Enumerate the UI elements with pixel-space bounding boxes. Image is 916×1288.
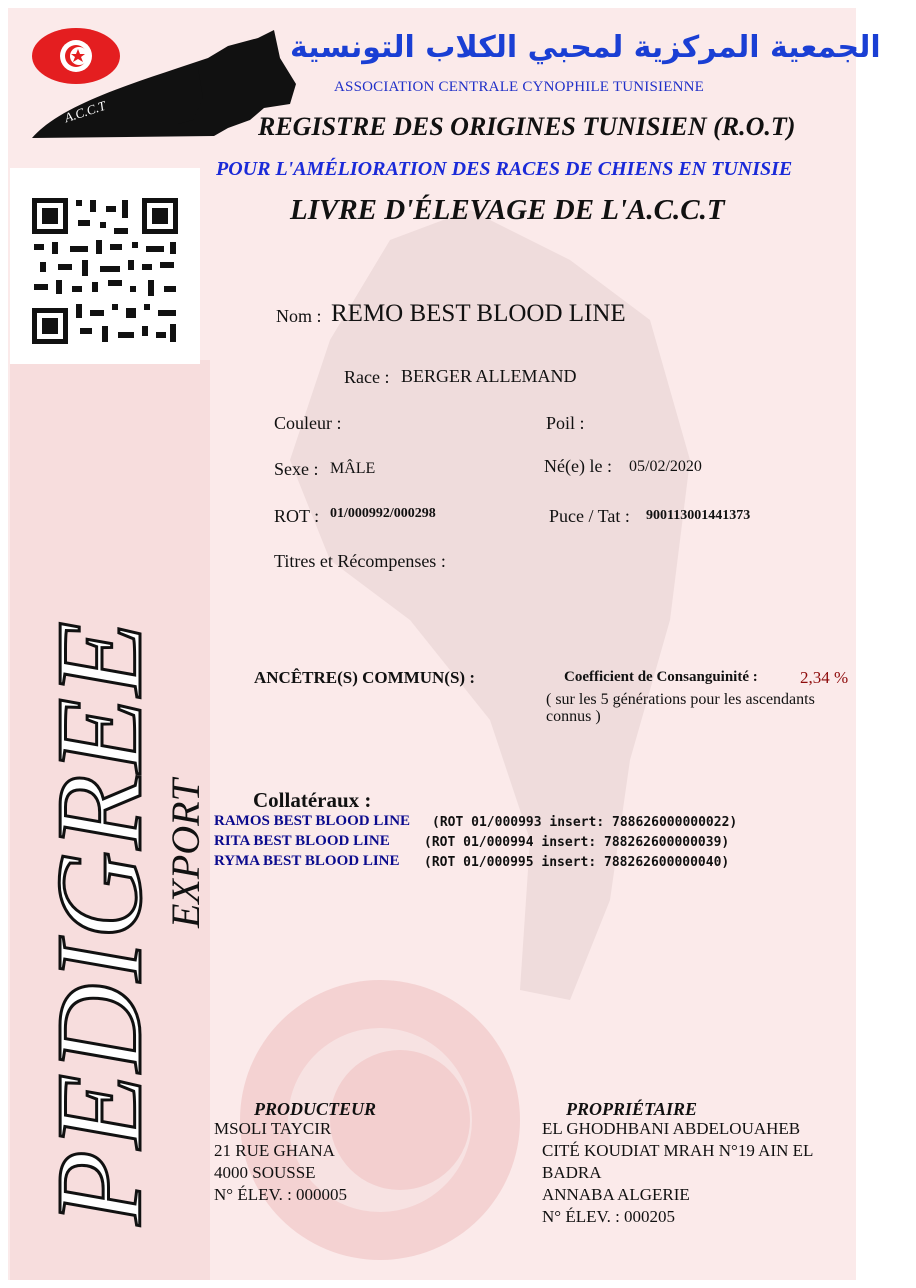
dog-name: REMO BEST BLOOD LINE: [331, 300, 626, 327]
puce-label: Puce / Tat :: [549, 506, 630, 526]
ne-label: Né(e) le :: [544, 456, 612, 476]
race-label: Race :: [344, 367, 390, 387]
proprietaire-line: ANNABA ALGERIE: [542, 1185, 690, 1204]
arabic-title: الجمعية المركزية لمحبي الكلاب التونسية: [290, 30, 881, 65]
puce-value: 900113001441373: [646, 508, 751, 523]
sexe-value: MÂLE: [330, 460, 376, 477]
purpose-line: POUR L'AMÉLIORATION DES RACES DE CHIENS EN TUNISIE: [216, 158, 793, 180]
producteur-line: 4000 SOUSSE: [214, 1163, 316, 1182]
titres-label: Titres et Récompenses :: [274, 551, 446, 571]
proprietaire-line: CITÉ KOUDIAT MRAH N°19 AIN EL: [542, 1141, 814, 1160]
rot-label: ROT :: [274, 506, 320, 526]
logo-text: A.C.C.T: [62, 97, 108, 126]
qr-code: [10, 168, 200, 364]
proprietaire-line: EL GHODHBANI ABDELOUAHEB: [542, 1119, 801, 1138]
proprietaire-line: BADRA: [542, 1163, 602, 1182]
producteur-title: PRODUCTEUR: [254, 1099, 377, 1119]
birth-date: 05/02/2020: [629, 458, 702, 475]
producteur-line: 21 RUE GHANA: [214, 1141, 335, 1160]
association-name: ASSOCIATION CENTRALE CYNOPHILE TUNISIENNE: [334, 79, 704, 95]
coef-value: 2,34 %: [800, 668, 849, 687]
collateral-rot: (ROT 01/000994 insert: 788262600000039): [424, 835, 730, 850]
couleur-label: Couleur :: [274, 413, 342, 433]
coef-label: Coefficient de Consanguinité :: [564, 669, 758, 685]
pedigree-vertical-title: PEDIGREE: [32, 619, 167, 1225]
livre-title: LIVRE D'ÉLEVAGE DE L'A.C.C.T: [290, 194, 725, 226]
nom-label: Nom :: [276, 306, 322, 326]
proprietaire-line: N° ÉLEV. : 000205: [542, 1207, 676, 1226]
producteur-line: N° ÉLEV. : 000005: [214, 1185, 348, 1204]
sexe-label: Sexe :: [274, 459, 319, 479]
collateraux-title: Collatéraux :: [253, 788, 372, 812]
collateral-name: RITA BEST BLOOD LINE: [214, 833, 390, 849]
collateral-rot: (ROT 01/000993 insert: 788626000000022): [432, 815, 738, 830]
coef-note-1: ( sur les 5 générations pour les ascendants: [546, 691, 815, 708]
rot-value: 01/000992/000298: [330, 506, 436, 521]
poil-label: Poil :: [546, 413, 585, 433]
race-value: BERGER ALLEMAND: [401, 366, 577, 386]
ancestors-label: ANCÊTRE(S) COMMUN(S) :: [254, 668, 475, 687]
collateral-name: RAMOS BEST BLOOD LINE: [214, 813, 411, 829]
export-vertical-label: EXPORT: [163, 779, 208, 928]
producteur-line: MSOLI TAYCIR: [214, 1119, 332, 1138]
qr-code-icon: [10, 168, 200, 364]
proprietaire-title: PROPRIÉTAIRE: [566, 1099, 698, 1119]
registre-title: REGISTRE DES ORIGINES TUNISIEN (R.O.T): [258, 112, 796, 141]
collateral-rot: (ROT 01/000995 insert: 788262600000040): [424, 855, 730, 870]
coef-note-2: connus ): [546, 708, 601, 725]
collateral-name: RYMA BEST BLOOD LINE: [214, 853, 400, 869]
